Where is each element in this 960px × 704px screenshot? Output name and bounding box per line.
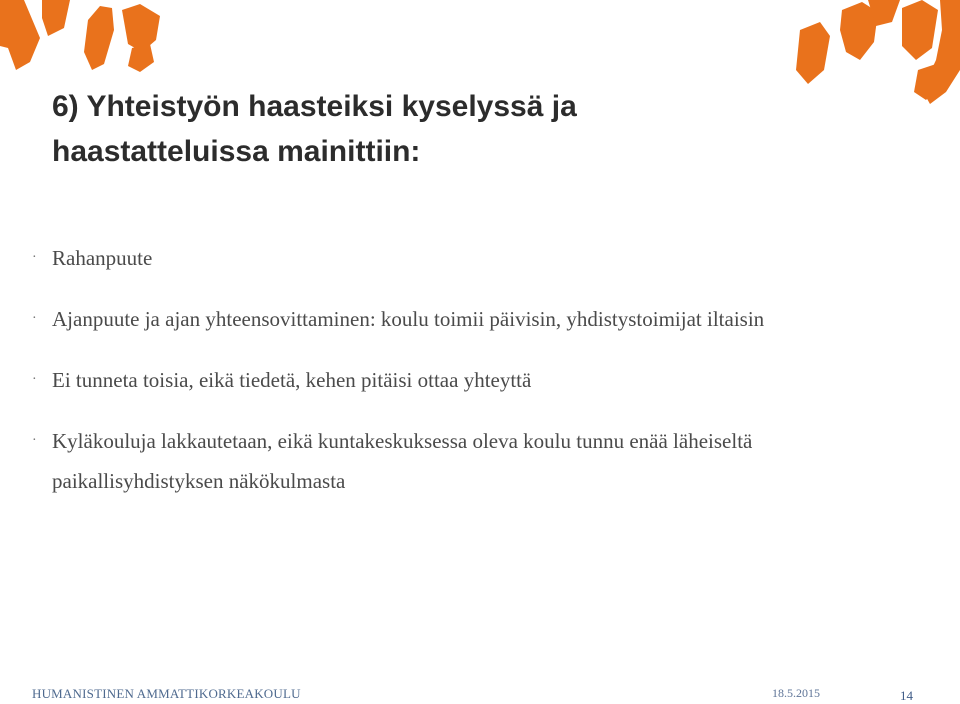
footer-page-number: 14 bbox=[900, 688, 913, 703]
bullet-text-1: Rahanpuute bbox=[52, 246, 153, 270]
bullet-dot-icon: · bbox=[32, 250, 37, 265]
bullet-item-1 bbox=[32, 238, 912, 278]
bullet-dot-icon: · bbox=[32, 311, 37, 326]
bullet-list bbox=[32, 238, 912, 522]
bullet-item-2 bbox=[32, 299, 912, 339]
slide-title-line-2: haastatteluissa mainittiin: bbox=[52, 135, 421, 168]
bullet-item-4 bbox=[32, 421, 912, 501]
footer-organization: HUMANISTINEN AMMATTIKORKEAKOULU bbox=[32, 686, 301, 701]
bullet-text-2: Ajanpuute ja ajan yhteensovittaminen: koulu toimii päivisin, yhdistystoimijat iltaisin bbox=[52, 307, 765, 331]
bullet-dot-icon: · bbox=[32, 433, 37, 448]
bullet-item-3 bbox=[32, 360, 912, 400]
slide-title bbox=[52, 84, 872, 174]
slide-title-line-1: 6) Yhteistyön haasteiksi kyselyssä ja bbox=[52, 90, 577, 123]
orange-brush-decoration-left bbox=[0, 0, 170, 80]
footer-date: 18.5.2015 bbox=[772, 686, 820, 700]
bullet-text-4: Kyläkouluja lakkautetaan, eikä kuntakeskuksessa oleva koulu tunnu enää läheiseltä paikallisyhdistyksen näkökulmasta bbox=[52, 429, 753, 493]
bullet-dot-icon: · bbox=[32, 372, 37, 387]
bullet-text-3: Ei tunneta toisia, eikä tiedetä, kehen pitäisi ottaa yhteyttä bbox=[52, 368, 532, 392]
